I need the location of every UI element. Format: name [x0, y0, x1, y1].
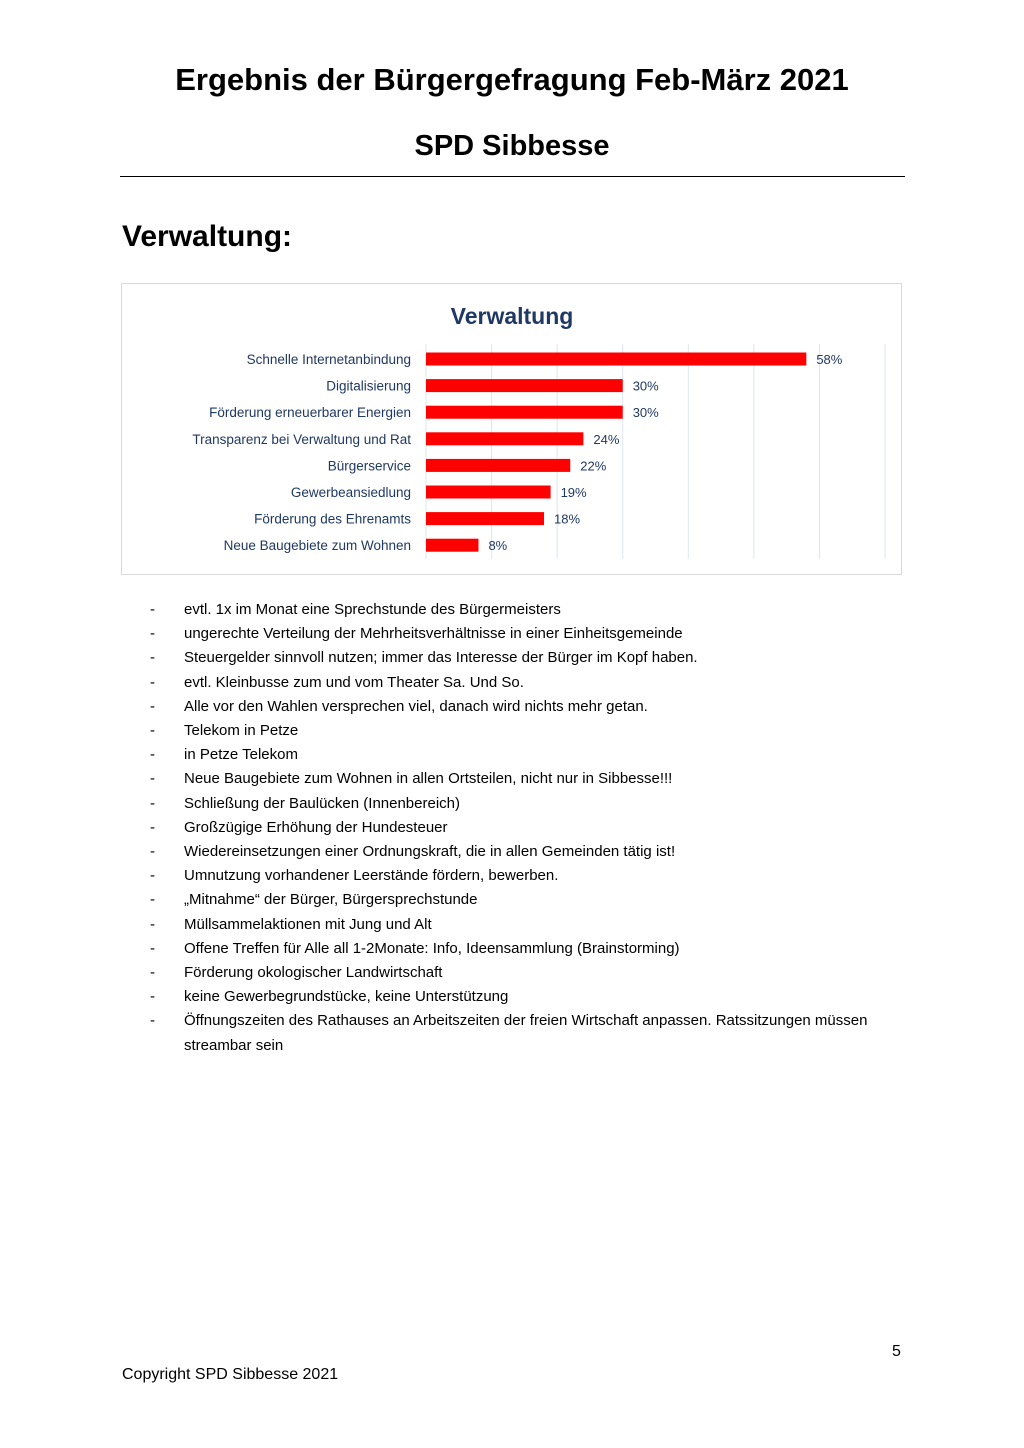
bullet-dash: -	[150, 746, 155, 764]
bullet-dash: -	[150, 818, 155, 836]
chart-bar	[426, 406, 623, 419]
comment-item	[150, 1009, 910, 1057]
chart-value-label: 8%	[488, 538, 508, 554]
comment-text: Alle vor den Wahlen versprechen viel, danach wird nichts mehr getan.	[184, 697, 648, 715]
chart-value-label: 18%	[554, 511, 581, 527]
comment-text: Offene Treffen für Alle all 1-2Monate: Info, Ideensammlung (Brainstorming)	[184, 939, 680, 957]
comment-text: Wiedereinsetzungen einer Ordnungskraft, die in allen Gemeinden tätig ist!	[184, 843, 676, 861]
comment-item	[150, 719, 910, 743]
chart-bar	[426, 353, 806, 366]
comment-item	[150, 598, 910, 622]
chart-category-label: Digitalisierung	[326, 378, 411, 394]
document-subtitle: SPD Sibbesse	[414, 130, 610, 162]
chart-value-label: 30%	[632, 405, 659, 421]
chart-value-label: 19%	[560, 485, 587, 500]
bullet-dash: -	[150, 697, 155, 715]
comment-item	[150, 864, 910, 888]
chart-category-label: Förderung des Ehrenamts	[254, 511, 411, 527]
comment-item	[150, 695, 910, 719]
chart-value-label: 24%	[593, 431, 620, 447]
chart-bar	[426, 379, 623, 392]
bullet-dash: -	[150, 770, 155, 788]
comment-text: ungerechte Verteilung der Mehrheitsverhältnisse in einer Einheitsgemeinde	[184, 625, 683, 643]
chart-value-label: 58%	[816, 352, 843, 367]
chart-category-label: Schnelle Internetanbindung	[246, 352, 411, 367]
chart-category-labels	[192, 352, 411, 553]
comment-text: Umnutzung vorhandener Leerstände fördern, bewerben.	[184, 867, 559, 885]
bullet-dash: -	[150, 891, 155, 909]
comment-text: evtl. 1x im Monat eine Sprechstunde des Bürgermeisters	[184, 601, 561, 618]
comment-text: Neue Baugebiete zum Wohnen in allen Ortsteilen, nicht nur in Sibbesse!!!	[184, 770, 673, 788]
comment-item	[150, 840, 910, 864]
comment-item	[150, 937, 910, 961]
page-number: 5	[892, 1343, 901, 1360]
header-divider	[120, 176, 905, 177]
copyright-notice: Copyright SPD Sibbesse 2021	[122, 1366, 339, 1383]
chart-category-label: Transparenz bei Verwaltung und Rat	[192, 431, 411, 447]
comment-text: Telekom in Petze	[184, 722, 299, 740]
chart-bars	[426, 353, 806, 552]
bullet-dash: -	[150, 625, 155, 643]
comment-item	[150, 816, 910, 840]
bullet-dash: -	[150, 964, 155, 982]
chart-gridlines	[426, 344, 885, 559]
bullet-dash: -	[150, 601, 155, 618]
chart-value-label: 22%	[580, 458, 607, 474]
bullet-dash: -	[150, 794, 155, 812]
chart-category-label: Förderung erneuerbarer Energien	[209, 405, 411, 421]
chart-bar	[426, 512, 544, 525]
section-heading: Verwaltung:	[122, 220, 293, 253]
bullet-dash: -	[150, 649, 155, 667]
comment-item	[150, 888, 910, 912]
comment-item	[150, 646, 910, 670]
comment-text: „Mitnahme“ der Bürger, Bürgersprechstunde	[184, 891, 478, 909]
bullet-dash: -	[150, 939, 155, 957]
bullet-dash: -	[150, 915, 155, 933]
chart-bar	[426, 459, 570, 472]
chart-value-label: 30%	[632, 378, 659, 394]
chart-title: Verwaltung	[450, 303, 574, 329]
chart-bar	[426, 486, 551, 499]
comment-text: Müllsammelaktionen mit Jung und Alt	[184, 915, 432, 933]
document-title: Ergebnis der Bürgergefragung Feb-März 2021	[175, 62, 849, 97]
bar-chart	[122, 284, 901, 574]
comment-text: keine Gewerbegrundstücke, keine Unterstützung	[184, 988, 509, 1006]
chart-category-label: Neue Baugebiete zum Wohnen	[223, 538, 411, 554]
bullet-dash: -	[150, 722, 155, 740]
chart-bar	[426, 432, 583, 445]
comment-item	[150, 671, 910, 695]
comment-text: Großzügige Erhöhung der Hundesteuer	[184, 818, 448, 836]
comment-item	[150, 985, 910, 1009]
comment-text: evtl. Kleinbusse zum und vom Theater Sa. Und So.	[184, 673, 524, 691]
comment-item	[150, 622, 910, 646]
comment-item	[150, 913, 910, 937]
comment-item	[150, 792, 910, 816]
comment-text: Öffnungszeiten des Rathauses an Arbeitszeiten der freien Wirtschaft anpassen. Ratssitzungen müssen streambar sein	[184, 1012, 868, 1054]
comment-list	[150, 598, 910, 1058]
chart-container	[121, 283, 902, 575]
bullet-dash: -	[150, 843, 155, 861]
bullet-dash: -	[150, 988, 155, 1006]
comment-text: in Petze Telekom	[184, 746, 298, 764]
comment-item	[150, 961, 910, 985]
chart-bar	[426, 539, 478, 552]
comment-text: Steuergelder sinnvoll nutzen; immer das Interesse der Bürger im Kopf haben.	[184, 649, 698, 667]
comment-item	[150, 743, 910, 767]
comment-text: Förderung okologischer Landwirtschaft	[184, 964, 443, 982]
bullet-dash: -	[150, 673, 155, 691]
bullet-dash: -	[150, 1012, 155, 1030]
comment-text: Schließung der Baulücken (Innenbereich)	[184, 794, 460, 812]
chart-category-label: Bürgerservice	[327, 458, 411, 474]
chart-category-label: Gewerbeansiedlung	[290, 485, 411, 500]
bullet-dash: -	[150, 867, 155, 885]
comment-item	[150, 767, 910, 791]
